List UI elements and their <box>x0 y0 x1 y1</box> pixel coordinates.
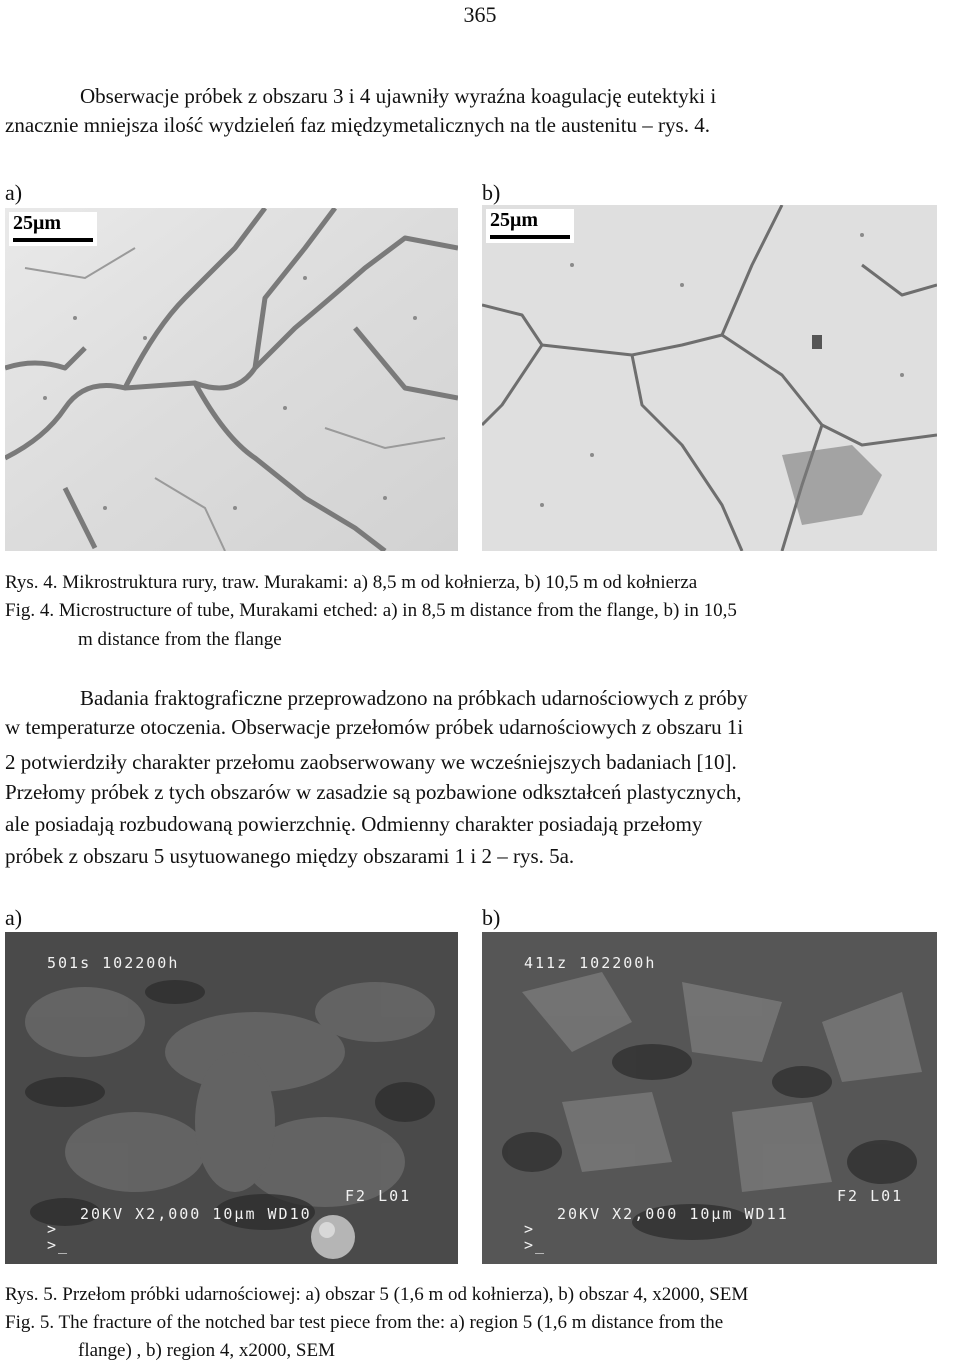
sem-a-prompt-2: >_ <box>47 1236 70 1254</box>
sem-b-top-label: 411z 102200h <box>524 954 657 972</box>
figure5-caption-en-line1: Fig. 5. The fracture of the notched bar test piece from the: a) region 5 (1,6 m distance from the <box>5 1312 724 1333</box>
intro-paragraph-line-2: znacznie mniejsza ilość wydzieleń faz międzymetalicznych na tle austenitu – rys. 4. <box>5 113 710 137</box>
sem-a-params: 20KV X2,000 10μm WD10 <box>80 1205 312 1223</box>
sem-b-detector: F2 L01 <box>837 1187 904 1205</box>
body-paragraph-line-4: Przełomy próbek z tych obszarów w zasadzie są pozbawione odkształceń plastycznych, <box>5 780 742 804</box>
sem-b-prompt-1: > <box>524 1220 536 1238</box>
sem-a-top-label: 501s 102200h <box>47 954 180 972</box>
scale-label-a: 25μm <box>13 212 61 234</box>
micrograph-a <box>5 208 458 551</box>
figure5-caption-pl: Rys. 5. Przełom próbki udarnościowej: a) obszar 5 (1,6 m od kołnierza), b) obszar 4, x2000, SEM <box>5 1284 749 1305</box>
figure4-caption-pl: Rys. 4. Mikrostruktura rury, traw. Murakami: a) 8,5 m od kołnierza, b) 10,5 m od kołnierza <box>5 572 698 593</box>
micrograph-b <box>482 205 937 551</box>
sem-image-a <box>5 932 458 1264</box>
body-paragraph-line-3: 2 potwierdziły charakter przełomu zaobserwowany we wcześniejszych badaniach [10]. <box>5 750 737 774</box>
figure4-label-a: a) <box>5 180 23 205</box>
body-paragraph-line-6: próbek z obszaru 5 usytuowanego między obszarami 1 i 2 – rys. 5a. <box>5 844 575 868</box>
body-paragraph-line-2: w temperaturze otoczenia. Obserwacje przełomów próbek udarnościowych z obszaru 1i <box>5 715 744 739</box>
page-number: 365 <box>463 2 497 27</box>
figure4-caption-en-line1: Fig. 4. Microstructure of tube, Murakami etched: a) in 8,5 m distance from the flange, b) in 10,5 <box>5 600 737 621</box>
body-paragraph-line-1: Badania fraktograficzne przeprowadzono na próbkach udarnościowych z próby <box>80 686 748 710</box>
figure5-caption-en-line2: flange) , b) region 4, x2000, SEM <box>78 1340 335 1361</box>
scale-line-b <box>490 235 570 239</box>
sem-a-detector: F2 L01 <box>345 1187 412 1205</box>
figure4-caption-en-line2: m distance from the flange <box>78 629 282 650</box>
sem-a-prompt-1: > <box>47 1220 59 1238</box>
figure5-label-b: b) <box>482 905 501 930</box>
figure5-label-a: a) <box>5 905 23 930</box>
sem-b-prompt-2: >_ <box>524 1236 547 1254</box>
sem-image-b <box>482 932 937 1264</box>
body-paragraph-line-5: ale posiadają rozbudowaną powierzchnię. Odmienny charakter posiadają przełomy <box>5 812 703 836</box>
sem-b-params: 20KV X2,000 10μm WD11 <box>557 1205 789 1223</box>
scale-line-a <box>13 238 93 242</box>
figure4-label-b: b) <box>482 180 501 205</box>
intro-paragraph-line-1: Obserwacje próbek z obszaru 3 i 4 ujawniły wyraźna koagulację eutektyki i <box>80 84 717 108</box>
scale-label-b: 25μm <box>490 209 538 231</box>
